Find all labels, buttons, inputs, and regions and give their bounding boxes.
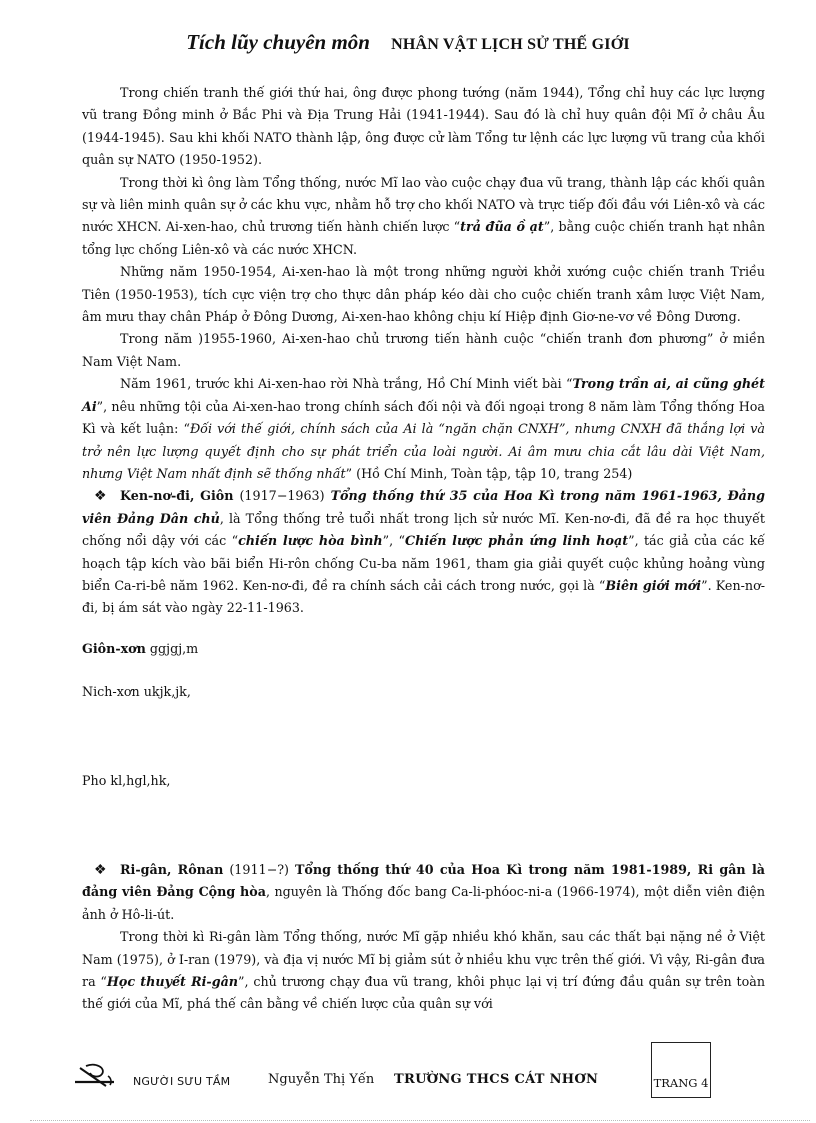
page-footer [0, 1040, 816, 1120]
diamond-bullet-icon: ❖ [94, 488, 107, 505]
header-subtitle: NHÂN VẬT LỊCH SỬ THẾ GIỚI [391, 36, 630, 53]
page-number-box [651, 1042, 711, 1098]
page-number: TRANG 4 [653, 1076, 709, 1090]
kennedy-entry: ❖ Ken-nơ-đi, Giôn (1917−1963) Tổng thống thứ 35 của Hoa Kì trong năm 1961-1963, Đảng viên Đảng Dân chủ, là Tổng thống trẻ tuổi nhất trong lịch sử nước Mĩ. Ken-nơ-đi, đã đề ra học thuyết chống nổi dậy với các “chiến lược hòa bình”, “Chiến lược phản ứng linh hoạt”, tác giả của các kế hoạch tập kích vào bãi biển Hi-rôn chống Cu-ba năm 1961, tham gia giải quyết cuộc khủng hoảng vùng biển Ca-ri-bê năm 1962. Ken-nơ-đi, đề ra chính sách cải cách trong nước, gọi là “Biên giới mới”. Ken-nơ-đi, bị ám sát vào ngày 22-11-1963. [82, 485, 765, 619]
johnson-entry: Giôn-xơn ggjgj,m [82, 640, 199, 656]
paragraph: Trong chiến tranh thế giới thứ hai, ông được phong tướng (năm 1944), Tổng chỉ huy các lực lượng vũ trang Đồng minh ở Bắc Phi và Địa Trung Hải (1941-1944). Sau đó là chỉ huy quân đội Mĩ ở châu Âu (1944-1945). Sau khi khối NATO thành lập, ông được cử làm Tổng tư lệnh các lực lượng vũ trang của khối quân sự NATO (1950-1952). [82, 85, 765, 168]
reagan-entry: ❖ Ri-gân, Rônan (1911−?) Tổng thống thứ 40 của Hoa Kì trong năm 1981-1989, Ri gân là đảng viên Đảng Cộng hòa, nguyên là Thống đốc bang Ca-li-phóoc-ni-a (1966-1974), một diễn viên điện ảnh ở Hô-li-út. [82, 859, 765, 926]
collector-label: NGƯỜI SƯU TẦM [133, 1075, 231, 1088]
paragraph: Trong thời kì Ri-gân làm Tổng thống, nước Mĩ gặp nhiều khó khăn, sau các thất bại nặng nề ở Việt Nam (1975), ở I-ran (1979), và địa vị nước Mĩ bị giảm sút ở nhiều khu vực trên thế giới. Vì vậy, Ri-gân đưa ra “Học thuyết Ri-gân”, chủ trương chạy đua vũ trang, khôi phục lại vị trí đứng đầu quân sự trên toàn thế giới của Mĩ, phá thế cân bằng về chiến lược của quân sự với [82, 929, 765, 1012]
school-name: TRƯỜNG THCS CÁT NHƠN [394, 1072, 599, 1087]
footer-divider [30, 1120, 810, 1121]
kennedy-name: Ken-nơ-đi, Giôn [120, 488, 234, 504]
nixon-entry: Nich-xơn ukjk,jk, [82, 684, 191, 700]
paragraph: Năm 1961, trước khi Ai-xen-hao rời Nhà trắng, Hồ Chí Minh viết bài “Trong trần ai, ai cũng ghét Ai”, nêu những tội của Ai-xen-hao trong chính sách đối nội và đối ngoại trong 8 năm làm Tổng thống Hoa Kì và kết luận: “Đối với thế giới, chính sách của Ai là “ngăn chặn CNXH”, nhưng CNXH đã thắng lợi và trở nên lực lượng quyết định cho sự phát triển của loài người. Ai âm mưu chia cắt lâu dài Việt Nam, nhưng Việt Nam nhất định sẽ thống nhất” (Hồ Chí Minh, Toàn tập, tập 10, trang 254) [82, 376, 765, 481]
paragraph: Những năm 1950-1954, Ai-xen-hao là một trong những người khởi xướng cuộc chiến tranh Triều Tiên (1950-1953), tích cực viện trợ cho thực dân pháp kéo dài cho cuộc chiến tranh xâm lược Việt Nam, âm mưu thay chân Pháp ở Đông Dương, Ai-xen-hao không chịu kí Hiệp định Giơ-ne-vơ về Đông Dương. [82, 264, 765, 325]
header-title: Tích lũy chuyên môn [186, 30, 370, 54]
author-name: Nguyễn Thị Yến [268, 1072, 375, 1087]
paragraph: Trong thời kì ông làm Tổng thống, nước Mĩ lao vào cuộc chạy đua vũ trang, thành lập các khối quân sự và liên minh quân sự ở các khu vực, nhằm hỗ trợ cho khối NATO và trực tiếp đối đầu với Liên-xô và các nước XHCN. Ai-xen-hao, chủ trương tiến hành chiến lược “trả đũa ồ ạt”, bằng cuộc chiến tranh hạt nhân tổng lực chống Liên-xô và các nước XHCN. [82, 174, 765, 257]
document-body [82, 82, 765, 1016]
paragraph: Trong năm )1955-1960, Ai-xen-hao chủ trương tiến hành cuộc “chiến tranh đơn phương” ở miền Nam Việt Nam. [82, 331, 765, 369]
diamond-bullet-icon: ❖ [94, 861, 107, 878]
page-header [0, 30, 816, 55]
quill-signature-icon [72, 1060, 118, 1090]
ford-entry: Pho kl,hgl,hk, [82, 772, 171, 788]
reagan-name: Ri-gân, Rônan [120, 861, 224, 877]
